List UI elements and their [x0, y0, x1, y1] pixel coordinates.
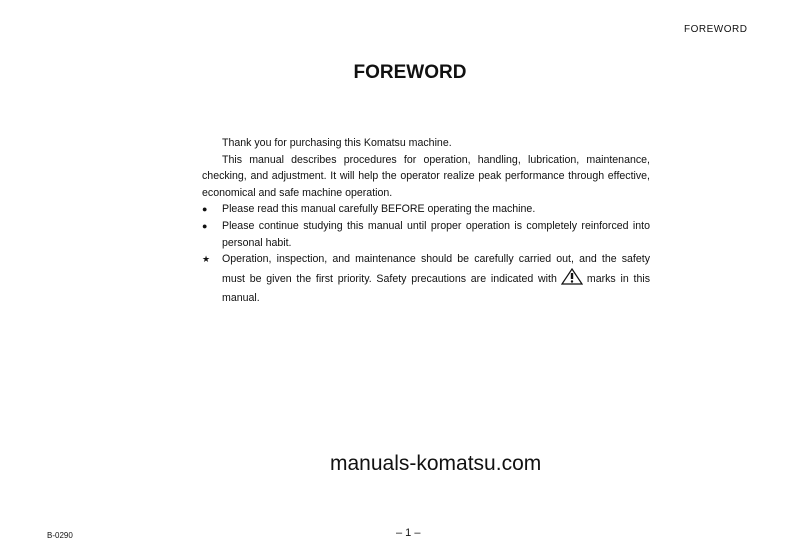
bullet-text: Please read this manual carefully BEFORE operating the machine.	[222, 203, 536, 216]
bullet-item	[202, 218, 650, 251]
watermark: manuals-komatsu.com	[330, 452, 542, 475]
star-icon: ★	[202, 254, 211, 265]
bullet-icon: ●	[202, 204, 208, 215]
intro-text: Thank you for purchasing this Komatsu machine.	[222, 137, 452, 149]
warning-triangle-icon	[561, 268, 583, 291]
safety-text: Operation, inspection, and maintenance should be carefully carried out, and the safety must be given the first priority. Safety precautions are indicated with	[222, 253, 650, 285]
foreword-body	[202, 135, 650, 307]
bullet-icon: ●	[202, 220, 208, 231]
running-header: FOREWORD	[684, 24, 748, 35]
bullet-item	[202, 201, 650, 218]
page-title: FOREWORD	[353, 62, 467, 83]
bullet-text: Please continue studying this manual until proper operation is completely reinforced into personal habit.	[222, 219, 650, 249]
document-code: B-0290	[47, 531, 73, 540]
page-number: – 1 –	[396, 527, 421, 539]
safety-text-end: marks in this manual.	[222, 272, 650, 305]
safety-item	[202, 251, 650, 307]
description-paragraph: This manual describes procedures for operation, handling, lubrication, maintenance, checking, and adjustment. It will help the operator realize peak performance through effective, economical and safe machine operation.	[202, 153, 650, 199]
